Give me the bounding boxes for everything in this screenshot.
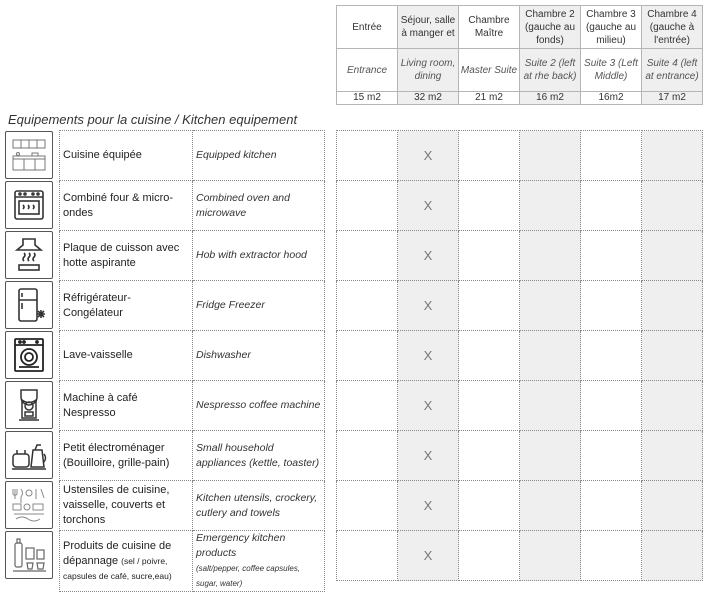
mark-cell [642, 231, 703, 281]
equipment-en: Combined oven and microwave [193, 181, 325, 231]
table-row [337, 431, 703, 481]
mark-cell [337, 531, 398, 581]
equipment-en: Dishwasher [193, 331, 325, 381]
table-row [337, 481, 703, 531]
room-en-entrance: Entrance [337, 49, 398, 92]
mark-cell [459, 481, 520, 531]
equipment-en: Small household appliances (kettle, toaster) [193, 431, 325, 481]
mark-cell [520, 431, 581, 481]
equipment-en: Kitchen utensils, crockery, cutlery and towels [193, 481, 325, 531]
mark-cell [581, 481, 642, 531]
mark-cell [520, 531, 581, 581]
equipment-fr-cell [60, 531, 193, 592]
small-appliances-icon [5, 431, 53, 479]
mark-cell: X [398, 431, 459, 481]
kitchen-icon [5, 131, 53, 179]
equipment-en-detail: (salt/pepper, coffee capsules, sugar, water) [196, 564, 301, 588]
fridge-icon [5, 281, 53, 329]
equipment-en-cell [193, 531, 325, 592]
equipment-fr: Ustensiles de cuisine, vaisselle, couverts et torchons [60, 481, 193, 531]
oven-icon [5, 181, 53, 229]
availability-matrix [336, 130, 703, 581]
mark-cell: X [398, 231, 459, 281]
table-row [60, 181, 325, 231]
mark-cell [459, 431, 520, 481]
dishwasher-icon [5, 331, 53, 379]
mark-cell [520, 131, 581, 181]
table-row [60, 331, 325, 381]
table-row [337, 231, 703, 281]
room-fr-chambre-2: Chambre 2 (gauche au fonds) [520, 6, 581, 49]
table-row [337, 381, 703, 431]
room-size-sejour: 32 m2 [398, 92, 459, 105]
equipment-en: Emergency kitchen products [196, 532, 286, 559]
mark-cell [459, 531, 520, 581]
room-header-table [336, 5, 703, 105]
room-en-suite-4: Suite 4 (left at entrance) [642, 49, 703, 92]
mark-cell [581, 431, 642, 481]
table-row [337, 331, 703, 381]
room-size-chambre-maitre: 21 m2 [459, 92, 520, 105]
mark-cell [459, 281, 520, 331]
room-fr-entree: Entrée [337, 6, 398, 49]
room-en-suite-2: Suite 2 (left at rhe back) [520, 49, 581, 92]
equipment-fr: Produits de cuisine de dépannage [63, 539, 172, 567]
mark-cell: X [398, 331, 459, 381]
room-en-living: Living room, dining [398, 49, 459, 92]
mark-cell [520, 481, 581, 531]
mark-cell [642, 181, 703, 231]
mark-cell [459, 231, 520, 281]
mark-cell [642, 331, 703, 381]
mark-cell [337, 331, 398, 381]
room-en-suite-3: Suite 3 (Left Middle) [581, 49, 642, 92]
equipment-fr: Lave-vaisselle [60, 331, 193, 381]
mark-cell [581, 181, 642, 231]
mark-cell [520, 381, 581, 431]
mark-cell [337, 281, 398, 331]
mark-cell [337, 131, 398, 181]
equipment-labels-table [59, 130, 325, 592]
mark-cell [459, 131, 520, 181]
mark-cell [581, 231, 642, 281]
room-fr-chambre-3: Chambre 3 (gauche au milieu) [581, 6, 642, 49]
equipment-fr: Plaque de cuisson avec hotte aspirante [60, 231, 193, 281]
mark-cell [642, 281, 703, 331]
table-row [60, 281, 325, 331]
room-size-entree: 15 m2 [337, 92, 398, 105]
table-row [337, 531, 703, 581]
equipment-fr: Machine à café Nespresso [60, 381, 193, 431]
mark-cell [581, 381, 642, 431]
mark-cell [337, 381, 398, 431]
mark-cell [459, 331, 520, 381]
mark-cell [642, 431, 703, 481]
mark-cell [642, 481, 703, 531]
table-row [60, 431, 325, 481]
room-en-master: Master Suite [459, 49, 520, 92]
hob-hood-icon [5, 231, 53, 279]
mark-cell [520, 231, 581, 281]
table-row [60, 531, 325, 592]
room-size-chambre-2: 16 m2 [520, 92, 581, 105]
equipment-en: Hob with extractor hood [193, 231, 325, 281]
mark-cell [581, 131, 642, 181]
equipment-fr-detail: (sel / poivre, capsules de café, sucre,eau) [63, 555, 172, 581]
pantry-products-icon [5, 531, 53, 579]
mark-cell: X [398, 481, 459, 531]
mark-cell [337, 181, 398, 231]
mark-cell [642, 131, 703, 181]
mark-cell: X [398, 531, 459, 581]
equipment-fr: Cuisine équipée [60, 131, 193, 181]
mark-cell: X [398, 131, 459, 181]
table-row [60, 481, 325, 531]
room-fr-sejour: Séjour, salle à manger et [398, 6, 459, 49]
table-row [60, 381, 325, 431]
table-row [337, 281, 703, 331]
room-fr-chambre-4: Chambre 4 (gauche à l'entrée) [642, 6, 703, 49]
equipment-en: Equipped kitchen [193, 131, 325, 181]
utensils-icon [5, 481, 53, 529]
mark-cell: X [398, 181, 459, 231]
mark-cell [520, 331, 581, 381]
mark-cell [337, 231, 398, 281]
equipment-fr: Combiné four & micro-ondes [60, 181, 193, 231]
room-size-chambre-4: 17 m2 [642, 92, 703, 105]
mark-cell [337, 481, 398, 531]
mark-cell [642, 381, 703, 431]
equipment-fr: Réfrigérateur-Congélateur [60, 281, 193, 331]
mark-cell [459, 381, 520, 431]
mark-cell [581, 531, 642, 581]
equipment-fr: Petit électroménager (Bouilloire, grille-pain) [60, 431, 193, 481]
section-title: Equipements pour la cuisine / Kitchen equipement [8, 112, 298, 127]
room-size-chambre-3: 16m2 [581, 92, 642, 105]
mark-cell [581, 331, 642, 381]
mark-cell [520, 281, 581, 331]
mark-cell [337, 431, 398, 481]
mark-cell: X [398, 381, 459, 431]
mark-cell [581, 281, 642, 331]
table-row [337, 131, 703, 181]
table-row [337, 181, 703, 231]
mark-cell [642, 531, 703, 581]
mark-cell [459, 181, 520, 231]
table-row [60, 231, 325, 281]
table-row [60, 131, 325, 181]
coffee-machine-icon [5, 381, 53, 429]
equipment-en: Fridge Freezer [193, 281, 325, 331]
equipment-en: Nespresso coffee machine [193, 381, 325, 431]
room-fr-chambre-maitre: Chambre Maître [459, 6, 520, 49]
mark-cell: X [398, 281, 459, 331]
mark-cell [520, 181, 581, 231]
